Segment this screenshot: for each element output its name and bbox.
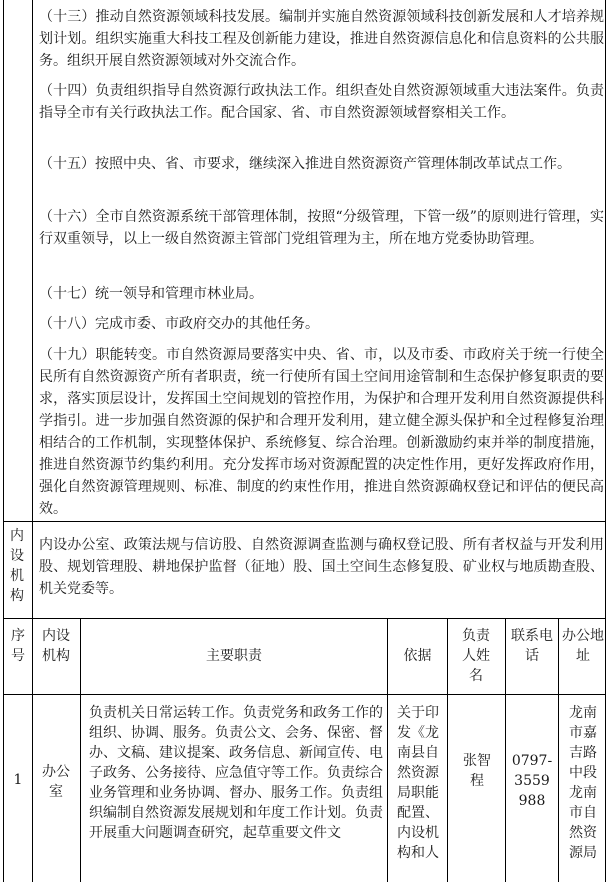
row-person: 张智程 bbox=[463, 753, 491, 789]
header-basis: 依据 bbox=[403, 648, 432, 664]
col-divider bbox=[447, 618, 448, 882]
duty-14: （十四）负责组织指导自然资源行政执法工作。组织查处自然资源领域重大违法案件。负责指导全市有关行政执法工作。配合国家、省、市自然资源领域督察相关工作。 bbox=[39, 83, 604, 121]
header-seq: 序号 bbox=[11, 628, 25, 664]
col-divider bbox=[80, 618, 81, 882]
col-divider bbox=[505, 618, 506, 882]
header-org: 内设机构 bbox=[42, 628, 70, 664]
row-address: 龙南市嘉吉路中段龙南市自然资源局 bbox=[569, 705, 597, 861]
row-divider bbox=[3, 521, 606, 522]
row-seq: 1 bbox=[13, 772, 23, 788]
duty-19: （十九）职能转变。市自然资源局要落实中央、省、市，以及市委、市政府关于统一行使全民所有自然资源资产所有者职责，统一行使所有国土空间用途管制和生态保护修复职责的要求，落实顶层设计，发挥国土空间规划的管控作用，为保护和合理开发利用自然资源提供科学指引。进一步加强自然资源的保护和合理开发利用，建立健全源头保护和全过程修复治理相结合的工作机制，实现整体保护、系统修复、综合治理。创新激励约束并举的制度措施，推进自然资源节约集约利用。充分发挥市场对资源配置的决定性作用，更好发挥政府作用，强化自然资源管理规则、标准、制度的约束性作用，推进自然资源确权登记和评估的便民高效。 bbox=[39, 347, 604, 517]
row-divider bbox=[3, 694, 606, 695]
internal-text: 内设办公室、政策法规与信访股、自然资源调查监测与确权登记股、所有者权益与开发利用股、规划管理股、耕地保护监督（征地）股、国土空间生态修复股、矿业权与地质勘查股、机关党委等。 bbox=[39, 537, 604, 597]
header-duty: 主要职责 bbox=[206, 648, 262, 664]
duty-16: （十六）全市自然资源系统干部管理体制，按照“分级管理，下管一级”的原则进行管理，实行双重领导，以上一级自然资源主管部门党组管理为主，所在地方党委协助管理。 bbox=[39, 209, 604, 247]
row-phone: 0797-3559988 bbox=[511, 753, 553, 809]
internal-label: 内设机构 bbox=[10, 528, 24, 604]
duty-18: （十八）完成市委、市政府交办的其他任务。 bbox=[39, 316, 319, 332]
duty-15: （十五）按照中央、省、市要求，继续深入推进自然资源资产管理体制改革试点工作。 bbox=[39, 156, 571, 172]
border-left bbox=[3, 0, 4, 882]
col-divider bbox=[387, 618, 388, 882]
col-divider bbox=[558, 618, 559, 882]
row-basis: 关于印发《龙南县自然资源局职能配置、内设机构和人 bbox=[397, 705, 439, 861]
document-page bbox=[3, 0, 606, 882]
border-right bbox=[605, 0, 606, 882]
duty-17: （十七）统一领导和管理市林业局。 bbox=[39, 286, 263, 302]
row-duty: 负责机关日常运转工作。负责党务和政务工作的组织、协调、服务。负责公文、会务、保密、督办、文稿、建议提案、政务信息、新闻宣传、电子政务、公务接待、应急值守等工作。负责综合业务管理和业务协调、督办、服务工作。负责组织编制自然资源发展规划和年度工作计划。负责开展重大问题调查研究，起草重要文件文 bbox=[89, 705, 383, 841]
header-address: 办公地址 bbox=[562, 628, 604, 664]
label-column-divider bbox=[32, 0, 33, 882]
row-divider bbox=[3, 618, 606, 619]
row-org: 办公室 bbox=[42, 764, 70, 800]
header-person: 负责人姓名 bbox=[462, 628, 490, 684]
header-phone: 联系电话 bbox=[511, 628, 553, 664]
duty-13: （十三）推动自然资源领域科技发展。编制并实施自然资源领域科技创新发展和人才培养规划计划。组织实施重大科技工程及创新能力建设，推进自然资源信息化和信息资料的公共服务。组织开展自然资源领域对外交流合作。 bbox=[39, 9, 604, 69]
